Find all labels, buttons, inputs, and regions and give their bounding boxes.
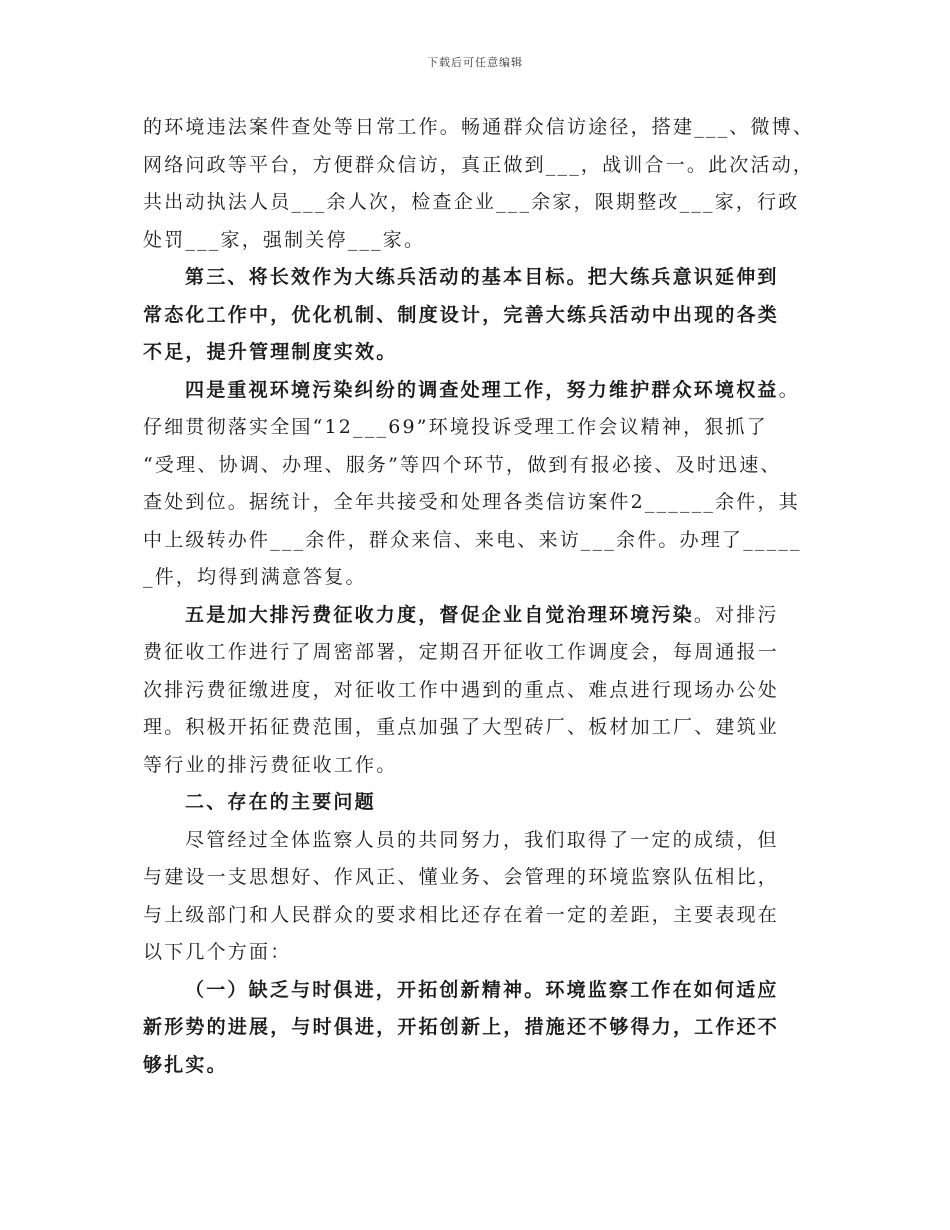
text-segment: 处罚___家，强制关停___家。	[143, 228, 426, 251]
text-line	[143, 184, 813, 222]
text-line	[143, 822, 813, 860]
text-line	[143, 109, 813, 147]
text-segment: 等行业的排污费征收工作。	[143, 753, 398, 776]
text-line	[143, 522, 813, 560]
text-segment: 共出动执法人员___余人次，检查企业___余家，限期整改___家，行政	[143, 191, 800, 213]
text-segment: _件，均得到满意答复。	[143, 566, 367, 588]
text-segment: 。	[778, 378, 800, 401]
text-line	[143, 559, 813, 597]
text-line	[143, 1009, 813, 1047]
text-segment: 中上级转办件___余件，群众来信、来电、来访___余件。办理了_____	[143, 528, 802, 551]
text-line	[143, 972, 813, 1010]
text-line	[143, 709, 813, 747]
text-line	[143, 934, 813, 972]
text-line	[143, 259, 813, 297]
text-line	[143, 634, 813, 672]
text-segment: 的环境违法案件查处等日常工作。畅通群众信访途径，搭建___、微博、	[143, 116, 815, 138]
text-line	[143, 1047, 813, 1085]
text-segment: 次排污费征缴进度，对征收工作中遇到的重点、难点进行现场办公处	[143, 678, 780, 701]
text-segment: 与建设一支思想好、作风正、懂业务、会管理的环境监察队伍相比，	[143, 866, 780, 888]
text-line	[143, 372, 813, 410]
text-segment: 以下几个方面：	[143, 941, 292, 963]
bold-text-segment: 四是重视环境污染纠纷的调查处理工作，努力维护群众环境权益	[185, 378, 779, 401]
text-segment: 费征收工作进行了周密部署，定期召开征收工作调度会，每周通报一	[143, 641, 780, 663]
text-line	[143, 147, 813, 185]
bold-text-segment: 新形势的进展，与时俱进，开拓创新上，措施还不够得力，工作还不	[143, 1016, 780, 1038]
bold-text-segment: 第三、将长效作为大练兵活动的基本目标。把大练兵意识延伸到	[185, 266, 779, 288]
document-body	[143, 109, 813, 1084]
text-segment: “受理、协调、办理、服务”等四个环节，做到有报必接、及时迅速、	[143, 453, 782, 476]
bold-text-segment: 常态化工作中，优化机制、制度设计，完善大练兵活动中出现的各类	[143, 303, 780, 326]
text-line	[143, 747, 813, 785]
text-segment: 仔细贯彻落实全国“12___69”环境投诉受理工作会议精神，狠抓了	[143, 416, 768, 438]
text-line	[143, 334, 813, 372]
text-line	[143, 484, 813, 522]
text-line	[143, 297, 813, 335]
bold-text-segment: 够扎实。	[143, 1053, 228, 1076]
text-segment: 与上级部门和人民群众的要求相比还存在着一定的差距，主要表现在	[143, 903, 780, 926]
text-line	[143, 447, 813, 485]
text-line	[143, 897, 813, 935]
text-segment: 。对排污	[693, 603, 779, 626]
text-line	[143, 409, 813, 447]
bold-text-segment: 五是加大排污费征收力度，督促企业自觉治理环境污染	[185, 603, 694, 626]
text-line	[143, 859, 813, 897]
text-line	[143, 597, 813, 635]
text-line	[143, 672, 813, 710]
bold-text-segment: 二、存在的主要问题	[185, 791, 376, 813]
bold-text-segment: （一）缺乏与时俱进，开拓创新精神。环境监察工作在如何适应	[185, 978, 779, 1001]
text-segment: 网络问政等平台，方便群众信访，真正做到___，战训合一。此次活动，	[143, 153, 815, 176]
bold-text-segment: 不足，提升管理制度实效。	[143, 341, 398, 363]
page-header: 下载后可任意编辑	[427, 56, 523, 69]
text-line	[143, 784, 813, 822]
text-segment: 尽管经过全体监察人员的共同努力，我们取得了一定的成绩，但	[185, 828, 779, 851]
text-line	[143, 222, 813, 260]
text-segment: 理。积极开拓征费范围，重点加强了大型砖厂、板材加工厂、建筑业	[143, 716, 780, 738]
text-segment: 查处到位。据统计，全年共接受和处理各类信访案件2______余件，其	[143, 491, 800, 513]
